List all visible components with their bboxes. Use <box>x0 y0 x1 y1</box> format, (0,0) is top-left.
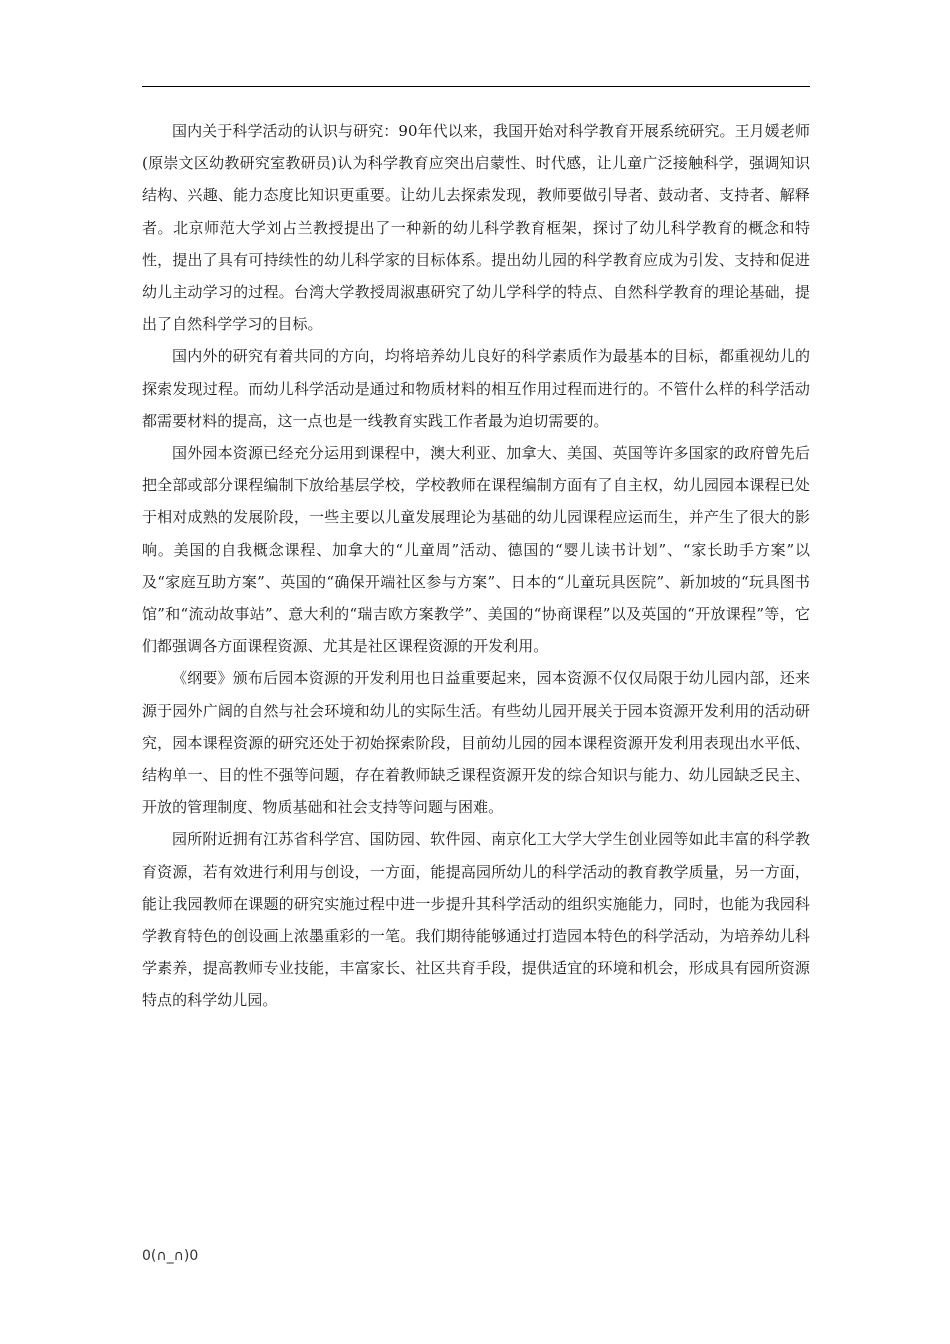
paragraph-5: 园所附近拥有江苏省科学宫、国防园、软件园、南京化工大学大学生创业园等如此丰富的科学教育资源，若有效进行利用与创设，一方面，能提高园所幼儿的科学活动的教育教学质量，另一方面，能让我园教师在课题的研究实施过程中进一步提升其科学活动的组织实施能力，同时，也能为我园科学教育特色的创设画上浓墨重彩的一笔。我们期待能够通过打造园本特色的科学活动，为培养幼儿科学素养，提高教师专业技能，丰富家长、社区共育手段，提供适宜的环境和机会，形成具有园所资源特点的科学幼儿园。 <box>142 830 810 1010</box>
paragraph-1: 国内关于科学活动的认识与研究：90年代以来，我国开始对科学教育开展系统研究。王月媛老师(原崇文区幼教研究室教研员)认为科学教育应突出启蒙性、时代感，让儿童广泛接触科学，强调知识结构、兴趣、能力态度比知识更重要。让幼儿去探索发现，教师要做引导者、鼓动者、支持者、解释者。北京师范大学刘占兰教授提出了一种新的幼儿科学教育框架，探讨了幼儿科学教育的概念和特性，提出了具有可持续性的幼儿科学家的目标体系。提出幼儿园的科学教育应成为引发、支持和促进幼儿主动学习的过程。台湾大学教授周淑惠研究了幼儿学科学的特点、自然科学教育的理论基础，提出了自然科学学习的目标。 <box>142 122 810 334</box>
document-body <box>142 115 810 1017</box>
paragraph-2: 国内外的研究有着共同的方向，均将培养幼儿良好的科学素质作为最基本的目标，都重视幼儿的探索发现过程。而幼儿科学活动是通过和物质材料的相互作用过程而进行的。不管什么样的科学活动都需要材料的提高，这一点也是一线教育实践工作者最为迫切需要的。 <box>142 347 810 430</box>
paragraph-3: 国外园本资源已经充分运用到课程中，澳大利亚、加拿大、美国、英国等许多国家的政府曾先后把全部或部分课程编制下放给基层学校，学校教师在课程编制方面有了自主权，幼儿园园本课程已处于相对成熟的发展阶段，一些主要以儿童发展理论为基础的幼儿园课程应运而生，并产生了很大的影响。美国的自我概念课程、加拿大的“儿童周”活动、德国的“婴儿读书计划”、“家长助手方案”以及“家庭互助方案”、英国的“确保开端社区参与方案”、日本的“儿童玩具医院”、新加坡的“玩具图书馆”和“流动故事站”、意大利的“瑞吉欧方案教学”、美国的“协商课程”以及英国的“开放课程”等，它们都强调各方面课程资源、尤其是社区课程资源的开发利用。 <box>142 444 810 656</box>
page-footer: 0(∩_∩)0 <box>142 1248 199 1264</box>
paragraph-4: 《纲要》颁布后园本资源的开发利用也日益重要起来，园本资源不仅仅局限于幼儿园内部，还来源于园外广阔的自然与社会环境和幼儿的实际生活。有些幼儿园开展关于园本资源开发利用的活动研究，园本课程资源的研究还处于初始探索阶段，目前幼儿园的园本课程资源开发利用表现出水平低、结构单一、目的性不强等问题，存在着教师缺乏课程资源开发的综合知识与能力、幼儿园缺乏民主、开放的管理制度、物质基础和社会支持等问题与困难。 <box>142 669 810 817</box>
header-rule <box>142 86 810 87</box>
